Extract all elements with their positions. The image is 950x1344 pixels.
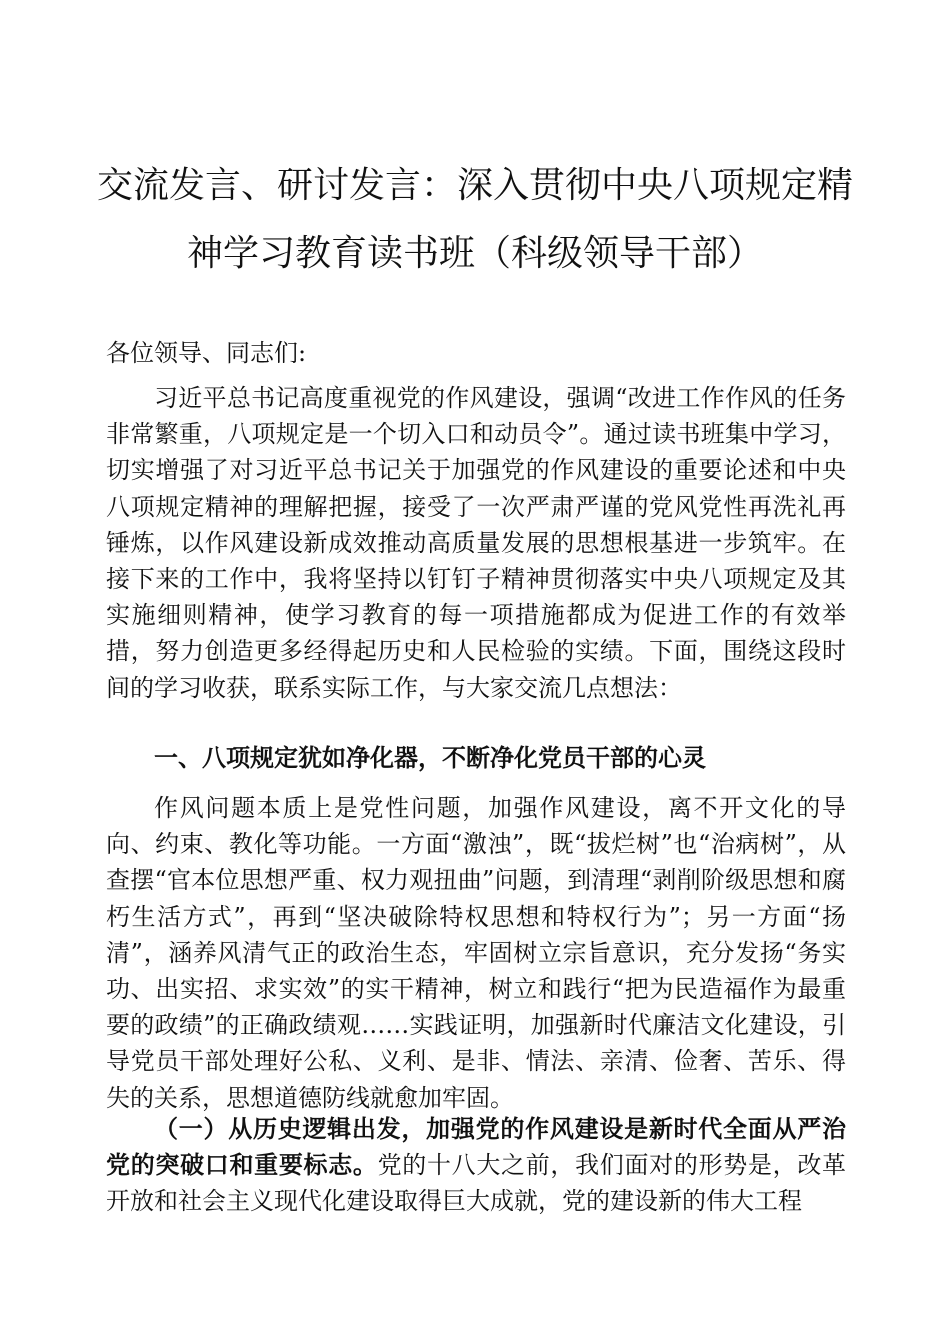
section-heading-1: 一、八项规定犹如净化器，不断净化党员干部的心灵 <box>154 744 706 772</box>
section-1-paragraph: 作风问题本质上是党性问题，加强作风建设，离不开文化的导向、约束、教化等功能。一方面“激浊”，既“拔烂树”也“治病树”，从查摆“官本位思想严重、权力观扭曲”问题，到清理“剥削阶级思想和腐朽生活方式”，再到“坚决破除特权思想和特权行为”；另一方面“扬清”，涵养风清气正的政治生态，牢固树立宗旨意识，充分发扬“务实功、出实招、求实效”的实干精神，树立和践行“把为民造福作为最重要的政绩”的正确政绩观……实践证明，加强新时代廉洁文化建设，引导党员干部处理好公私、义利、是非、情法、亲清、俭奢、苦乐、得失的关系，思想道德防线就愈加牢固。 <box>106 794 846 1112</box>
salutation: 各位领导、同志们: <box>106 339 307 367</box>
opening-paragraph: 习近平总书记高度重视党的作风建设，强调“改进工作作风的任务非常繁重，八项规定是一个切入口和动员令”。通过读书班集中学习，切实增强了对习近平总书记关于加强党的作风建设的重要论述和中央八项规定精神的理解把握，接受了一次严肃严谨的党风党性再洗礼再锤炼，以作风建设新成效推动高质量发展的思想根基进一步筑牢。在接下来的工作中，我将坚持以钉钉子精神贯彻落实中央八项规定及其实施细则精神，使学习教育的每一项措施都成为促进工作的有效举措，努力创造更多经得起历史和人民检验的实绩。下面，围绕这段时间的学习收获，联系实际工作，与大家交流几点想法： <box>106 384 846 702</box>
subsection-1-lead: （一）从历史逻辑出发，加强党的作风建设是新时代全面从严治党的突破口和重要标志。 <box>106 1115 846 1180</box>
subsection-1-paragraph <box>106 1111 846 1220</box>
document-title-line-2: 神学习教育读书班（科级领导干部） <box>186 233 763 274</box>
subsection-1-text: 党的十八大之前，我们面对的形势是，改革开放和社会主义现代化建设取得巨大成就，党的建设新的伟大工程 <box>106 1151 847 1216</box>
document-title-line-1: 交流发言、研讨发言：深入贯彻中央八项规定精 <box>96 165 853 206</box>
